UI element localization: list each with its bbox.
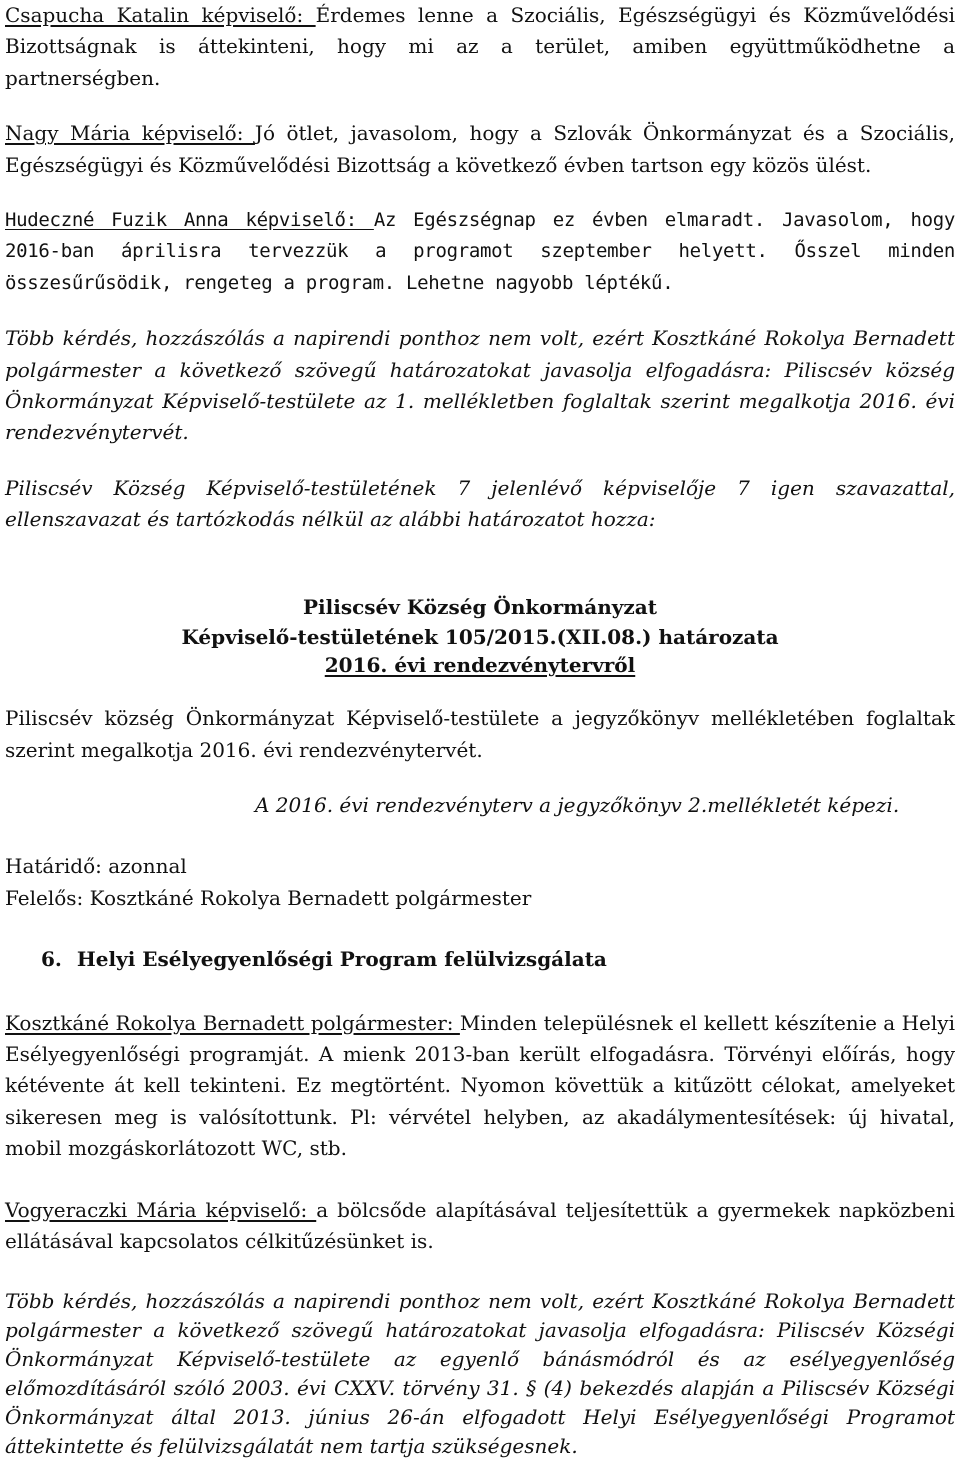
speaker-label: Csapucha Katalin képviselő: (5, 3, 316, 27)
resolution-line-3: 2016. évi rendezvénytervről (324, 653, 636, 678)
spacer (5, 1165, 955, 1195)
paragraph-vogyeraczki (5, 1195, 955, 1258)
deadline-line: Határidő: azonnal (5, 854, 187, 879)
spacer (5, 299, 955, 323)
section-title: Helyi Esélyegyenlőségi Program felülvizsgálata (76, 947, 607, 972)
paragraph-csapucha (5, 0, 955, 94)
spacer (5, 449, 955, 473)
section-heading (5, 944, 955, 975)
speaker-label: Kosztkáné Rokolya Bernadett polgármester: (5, 1010, 460, 1035)
spacer (5, 181, 955, 205)
spacer (5, 94, 955, 118)
spacer (5, 679, 955, 703)
section-number: 6. (41, 947, 62, 972)
paragraph-text: Minden településnek el kellett készítenie a Helyi Esélyegyenlőségi programját. A mienk 2013-ban került elfogadásra. Törvényi előírás, hogy kétévente át kell tekinteni. Ez megtörtént. Nyomon követtük a kitűzött célokat, amelyeket sikeresen meg is valósítottunk. Pl: vérvétel helyben, az akadálymentesítések: új hivatal, mobil mozgáskorlátozott WC, stb. (5, 1010, 955, 1161)
paragraph-nagy (5, 118, 955, 181)
spacer (5, 821, 955, 851)
speaker-label: Vogyeraczki Mária képviselő: (5, 1197, 317, 1222)
spacer (5, 976, 955, 1008)
paragraph-text: Az Egészségnap ez évben elmaradt. Javasolom, hogy 2016-ban áprilisra tervezzük a programot szeptember helyett. Ősszel minden összesűrűsödik, rengeteg a program. Lehetne nagyobb léptékű. (5, 209, 955, 294)
paragraph-annex-note: A 2016. évi rendezvényterv a jegyzőkönyv 2.mellékletét képezi. (255, 792, 900, 817)
spacer (5, 1257, 955, 1287)
paragraph-hudeczne (5, 205, 955, 299)
speaker-label: Hudeczné Fuzik Anna képviselő: (5, 209, 374, 232)
resolution-line-2: Képviselő-testületének 105/2015.(XII.08.) határozata (181, 625, 779, 650)
paragraph-mayor (5, 1008, 955, 1165)
paragraph-text: a bölcsőde alapításával teljesítettük a gyermekek napközbeni ellátásával kapcsolatos célkitűzésünket is. (5, 1197, 955, 1253)
resolution-line-1: Piliscsév Község Önkormányzat (303, 594, 657, 619)
responsible-line: Felelős: Kosztkáné Rokolya Bernadett polgármester (5, 885, 532, 910)
spacer (5, 536, 955, 588)
paragraph-proposal-2: Több kérdés, hozzászólás a napirendi ponthoz nem volt, ezért Kosztkáné Rokolya Bernadett polgármester a következő szövegű határozatokat javasolja elfogadásra: Piliscsév Községi Önkormányzat Képviselő-testülete az egyenlő bánásmódról és az esélyegyenlőség előmozdításáról szóló 2003. évi CXXV. törvény 31. § (4) bekezdés alapján a Piliscsév Községi Önkormányzat által 2013. június 26-án elfogadott Helyi Esélyegyenlőségi Programot áttekintette és felülvizsgálatát nem tartja szükségesnek. (5, 1289, 955, 1459)
spacer (5, 766, 955, 790)
paragraph-resolution-text: Piliscsév község Önkormányzat Képviselő-testülete a jegyzőkönyv mellékletében foglaltak szerint megalkotja 2016. évi rendezvénytervét. (5, 706, 955, 762)
spacer (5, 914, 955, 944)
document-page (5, 0, 955, 1461)
speaker-label: Nagy Mária képviselő: (5, 121, 255, 146)
paragraph-text: Érdemes lenne a Szociális, Egészségügyi és Közművelődési Bizottságnak is áttekinteni, hogy mi az a terület, amiben együttműködhetne a partnerségben. (5, 3, 955, 90)
paragraph-text: Jó ötlet, javasolom, hogy a Szlovák Önkormányzat és a Szociális, Egészségügyi és Közművelődési Bizottság a következő évben tartson egy közös ülést. (5, 121, 955, 177)
paragraph-proposal-1: Több kérdés, hozzászólás a napirendi ponthoz nem volt, ezért Kosztkáné Rokolya Bernadett polgármester a következő szövegű határozatokat javasolja elfogadásra: Piliscsév község Önkormányzat Képviselő-testülete az 1. mellékletben foglaltak szerint megalkotja 2016. évi rendezvénytervét. (5, 326, 955, 445)
paragraph-vote: Piliscsév Község Képviselő-testületének 7 jelenlévő képviselője 7 igen szavazattal, ellenszavazat és tartózkodás nélkül az alábbi határozatot hozza: (5, 475, 955, 532)
